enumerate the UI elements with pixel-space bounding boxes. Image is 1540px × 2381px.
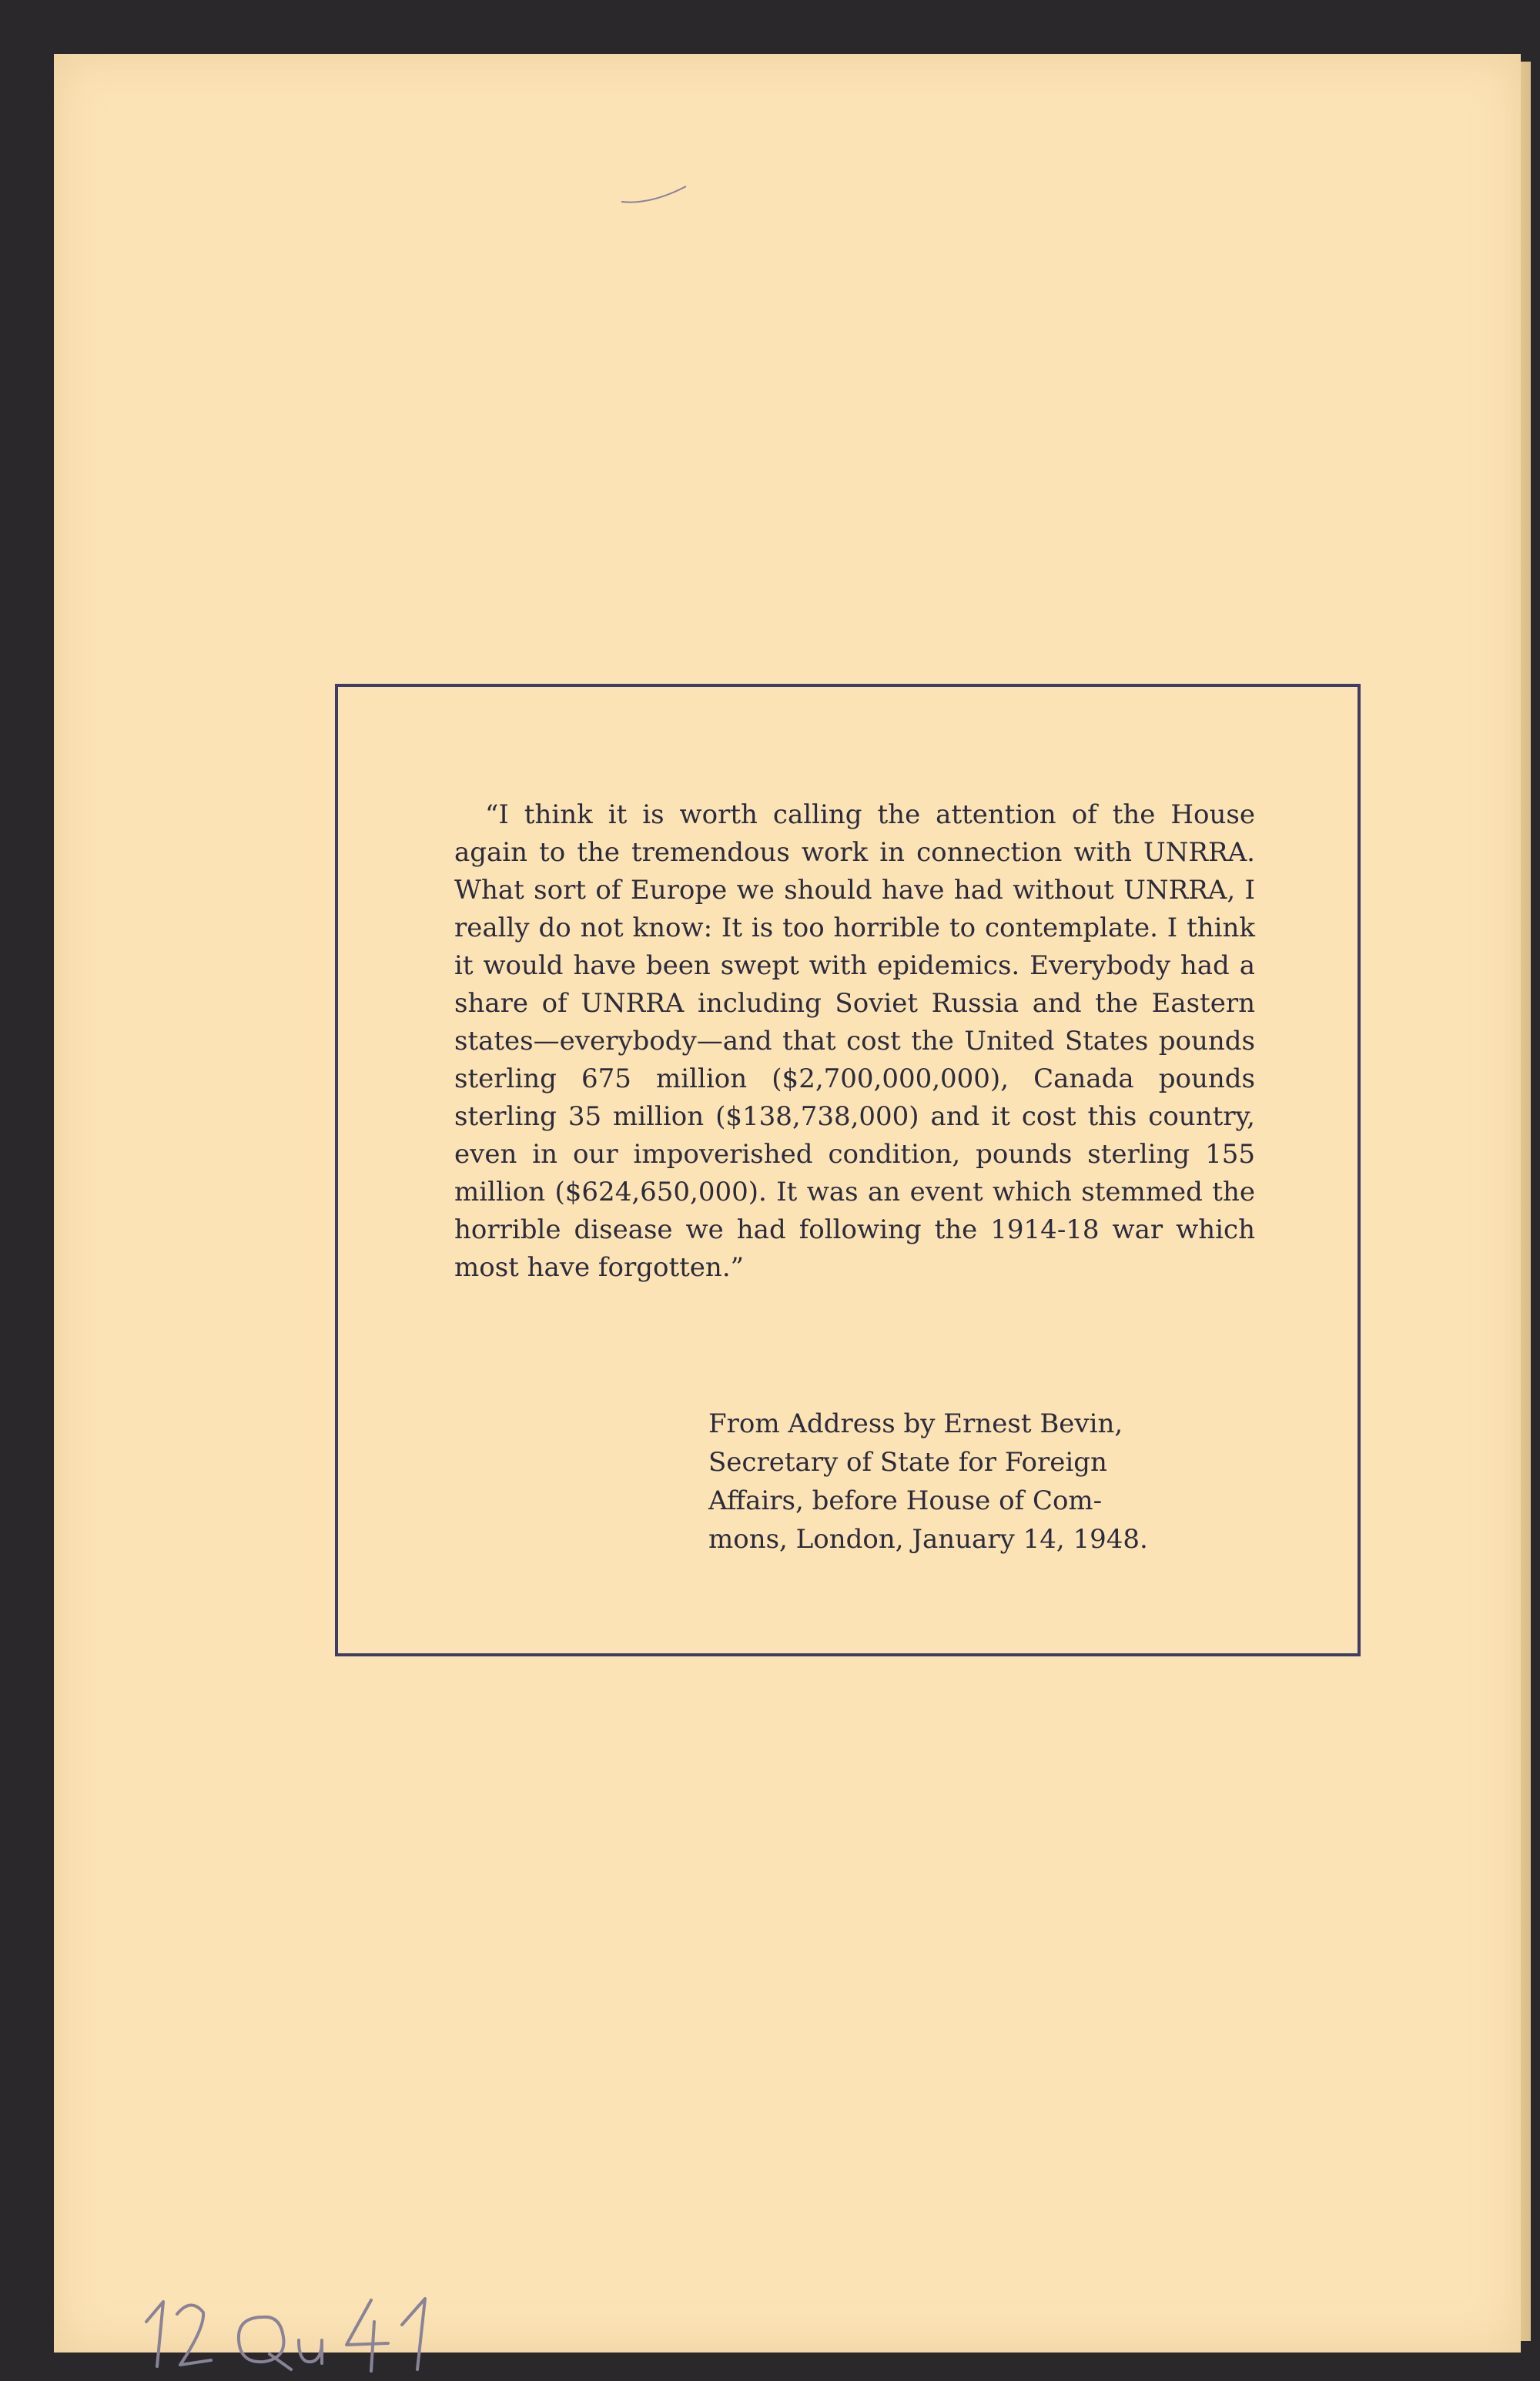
document-page [54, 54, 1521, 2353]
quote-frame [335, 684, 1361, 1656]
quote-attribution [708, 1405, 1263, 1559]
pencil-mark [620, 183, 689, 206]
attribution-line: Secretary of State for Foreign [708, 1447, 1107, 1478]
attribution-line: From Address by Ernest Bevin, [708, 1408, 1123, 1439]
bevin-quote: “I think it is worth calling the attention of the House again to the tremendous work in connection with UNRRA. What sort of Europe we should have had without UNRRA, I really do not know: It is too horrible to contemplate. I think it would have been swept with epidemics. Everybody had a share of UNRRA including Soviet Russia and the Eastern states—everybody—and that cost the United States pounds sterling 675 million ($2,700,000,000), Canada pounds sterling 35 million ($138,738,000) and it cost this country, even in our impoverished condition, pounds sterling 155 million ($624,650,000). It was an event which stemmed the horrible disease we had following the 1914-18 war which most have forgotten.” [454, 799, 1255, 1283]
attribution-line: Affairs, before House of Com- [708, 1485, 1103, 1516]
handwritten-shelfmark [140, 2291, 464, 2376]
attribution-line: mons, London, January 14, 1948. [708, 1524, 1148, 1555]
